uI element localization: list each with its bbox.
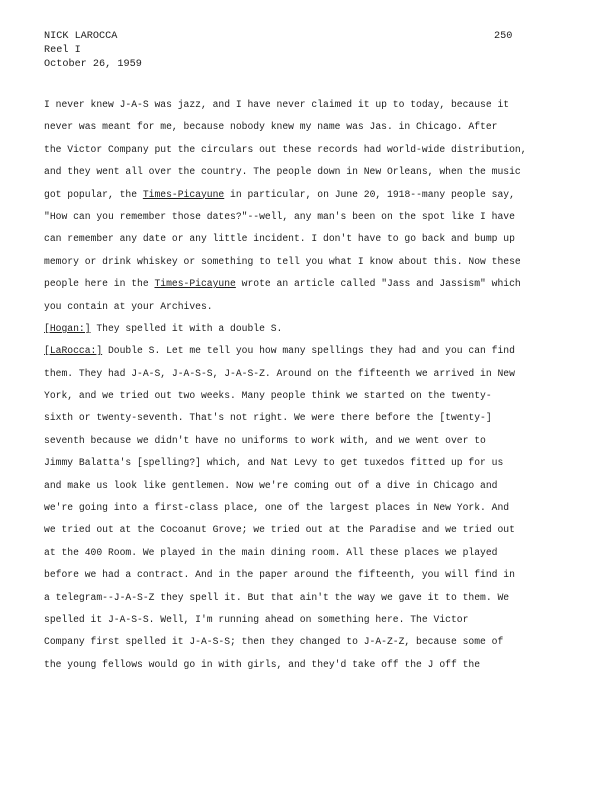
line-text: got popular, the (44, 188, 143, 200)
transcript-line (44, 542, 599, 564)
line-text: we're going into a first-class place, one of the largest places in New York. And (44, 502, 510, 514)
transcript-line (44, 94, 599, 116)
transcript-line (44, 228, 599, 250)
transcript-line (44, 273, 599, 295)
transcript-line (44, 587, 599, 609)
transcript-line (44, 519, 599, 541)
transcript-line (44, 430, 599, 452)
line-text: wrote an article called "Jass and Jassism" which (235, 278, 521, 290)
line-text: before we had a contract. And in the paper around the fifteenth, you will find in (44, 569, 515, 581)
line-text: They spelled it with a double S. (90, 322, 283, 334)
transcript-line (44, 363, 599, 385)
page-number: 250 (494, 31, 513, 42)
transcript-line (44, 116, 599, 138)
transcript-line (44, 139, 599, 161)
line-text: a telegram--J-A-S-Z they spell it. But that ain't the way we gave it to them. We (44, 591, 510, 603)
transcript-line (44, 184, 599, 206)
transcript-line (44, 475, 599, 497)
newspaper-title: Times-Picayune (154, 278, 236, 290)
page-header (44, 30, 142, 72)
line-text: them. They had J-A-S, J-A-S-S, J-A-S-Z. Around on the fifteenth we arrived in New (44, 367, 515, 379)
transcript-line (44, 407, 599, 429)
line-text: memory or drink whiskey or something to tell you what I know about this. Now these (44, 255, 521, 267)
line-text: and make us look like gentlemen. Now we're coming out of a dive in Chicago and (44, 479, 498, 491)
transcript-line (44, 206, 599, 228)
line-text: Company first spelled it J-A-S-S; then they changed to J-A-Z-Z, because some of (44, 636, 504, 648)
line-text: sixth or twenty-seventh. That's not right. We were there before the [twenty-] (44, 412, 492, 424)
line-text: we tried out at the Cocoanut Grove; we tried out at the Paradise and we tried out (44, 524, 515, 536)
transcript-body (44, 94, 599, 676)
transcript-line (44, 497, 599, 519)
transcript-line (44, 161, 599, 183)
reel-label: Reel I (44, 45, 81, 56)
line-text: Jimmy Balatta's [spelling?] which, and Nat Levy to get tuxedos fitted up for us (44, 457, 504, 469)
line-text: you contain at your Archives. (44, 300, 213, 312)
transcript-line (44, 631, 599, 653)
line-text: people here in the (44, 278, 155, 290)
transcript-line (44, 340, 599, 362)
newspaper-title: Times-Picayune (142, 188, 225, 200)
line-text: Double S. Let me tell you how many spellings they had and you can find (102, 345, 515, 357)
line-text: "How can you remember those dates?"--well, any man's been on the spot like I have (44, 210, 515, 222)
transcript-line (44, 385, 599, 407)
interview-date: October 26, 1959 (44, 59, 142, 70)
line-text: I never knew J-A-S was jazz, and I have never claimed it up to today, because it (44, 99, 510, 110)
speaker-label: [Hogan:] (44, 322, 91, 334)
transcript-line (44, 564, 599, 586)
line-text: never was meant for me, because nobody knew my name was Jas. in Chicago. After (44, 121, 498, 133)
line-text: and they went all over the country. The people down in New Orleans, when the music (44, 166, 521, 178)
transcript-line (44, 654, 599, 676)
line-text: can remember any date or any little incident. I don't have to go back and bump up (44, 233, 515, 245)
transcript-line (44, 318, 599, 340)
interviewee-name: NICK LAROCCA (44, 31, 118, 42)
line-text: in particular, on June 20, 1918--many people say, (224, 188, 515, 200)
transcript-line (44, 452, 599, 474)
line-text: spelled it J-A-S-S. Well, I'm running ahead on something here. The Victor (44, 613, 469, 625)
transcript-line (44, 296, 599, 318)
transcript-line (44, 609, 599, 631)
line-text: seventh because we didn't have no uniforms to work with, and we went over to (44, 434, 486, 446)
speaker-label: [LaRocca:] (44, 345, 103, 357)
line-text: the young fellows would go in with girls, and they'd take off the J off the (44, 658, 481, 670)
line-text: the Victor Company put the circulars out these records had world-wide distribution, (44, 143, 527, 155)
transcript-line (44, 251, 599, 273)
line-text: at the 400 Room. We played in the main dining room. All these places we played (44, 546, 498, 558)
line-text: York, and we tried out two weeks. Many people think we started on the twenty- (44, 390, 492, 402)
